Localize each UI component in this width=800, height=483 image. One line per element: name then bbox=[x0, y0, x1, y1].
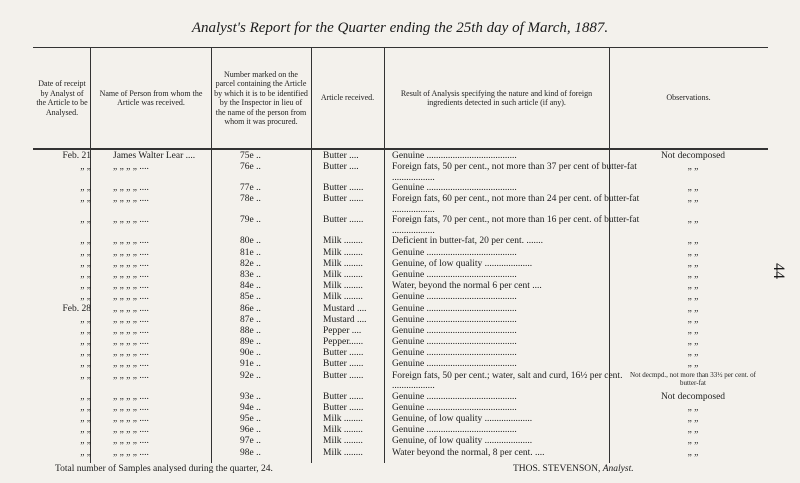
row-name: „ „ „ „ .... bbox=[113, 447, 149, 458]
row-date: Feb. 21 bbox=[62, 151, 91, 161]
row-date: „ „ bbox=[80, 258, 91, 269]
row-article: Mustard .... bbox=[323, 303, 367, 314]
row-date: „ „ bbox=[80, 359, 91, 370]
row-result: Foreign fats, 50 per cent.; water, salt and curd, 16½ per cent. .................. bbox=[392, 370, 623, 392]
row-number: 94e .. bbox=[240, 402, 261, 413]
row-article: Butter ...... bbox=[323, 183, 364, 194]
row-number: 76e .. bbox=[240, 162, 261, 173]
row-observation: „ „ bbox=[687, 236, 699, 247]
row-name: „ „ „ „ .... bbox=[113, 269, 149, 280]
row-name: „ „ „ „ .... bbox=[113, 325, 149, 336]
table-row bbox=[33, 248, 768, 259]
table-row bbox=[33, 292, 768, 303]
row-result: Genuine ...................................... bbox=[392, 292, 517, 303]
row-date: „ „ bbox=[80, 414, 91, 424]
row-number: 82e .. bbox=[240, 258, 261, 269]
row-name: James Walter Lear .... bbox=[113, 151, 196, 161]
row-date: „ „ bbox=[80, 236, 91, 247]
row-result: Water beyond the normal, 8 per cent. .... bbox=[392, 447, 545, 458]
row-observation: „ „ bbox=[687, 447, 699, 458]
row-article: Milk ........ bbox=[323, 269, 363, 280]
row-number: 91e .. bbox=[240, 359, 261, 370]
row-article: Milk ........ bbox=[323, 236, 363, 247]
row-observation: Not decmpd., not more than 33½ per cent. of butter-fat bbox=[630, 370, 756, 387]
report-table bbox=[33, 47, 768, 458]
row-observation: „ „ bbox=[687, 247, 699, 258]
table-row bbox=[33, 348, 768, 359]
page-number: 44 bbox=[770, 263, 787, 279]
row-observation: „ „ bbox=[687, 194, 699, 205]
row-article: Mustard .... bbox=[323, 314, 367, 325]
row-name: „ „ „ „ .... bbox=[113, 247, 149, 258]
row-date: „ „ bbox=[80, 436, 91, 447]
table-row bbox=[33, 259, 768, 270]
row-number: 90e .. bbox=[240, 348, 261, 359]
row-date: „ „ bbox=[80, 269, 91, 280]
row-date: „ „ bbox=[80, 281, 91, 292]
table-row bbox=[33, 281, 768, 292]
row-result: Genuine ...................................... bbox=[392, 425, 517, 436]
analyst-signature bbox=[513, 464, 634, 474]
row-article: Milk ........ bbox=[323, 447, 363, 458]
row-number: 96e .. bbox=[240, 425, 261, 436]
row-name: „ „ „ „ .... bbox=[113, 391, 149, 402]
row-article: Milk ........ bbox=[323, 281, 363, 292]
row-name: „ „ „ „ .... bbox=[113, 303, 149, 314]
row-result: Genuine ...................................... bbox=[392, 183, 517, 194]
row-article: Milk ........ bbox=[323, 258, 363, 269]
row-observation: „ „ bbox=[687, 303, 699, 314]
total-samples: Total number of Samples analysed during the quarter, 24. bbox=[55, 464, 273, 474]
row-date: „ „ bbox=[80, 215, 91, 226]
row-name: „ „ „ „ .... bbox=[113, 436, 149, 447]
row-number: 97e .. bbox=[240, 436, 261, 447]
table-row bbox=[33, 304, 768, 315]
row-result: Genuine ...................................... bbox=[392, 303, 517, 314]
row-name: „ „ „ „ .... bbox=[113, 215, 149, 226]
page-title: Analyst's Report for the Quarter ending the 25th day of March, 1887. bbox=[191, 20, 609, 36]
row-observation: „ „ bbox=[687, 162, 699, 173]
row-observation: „ „ bbox=[687, 402, 699, 413]
row-number: 88e .. bbox=[240, 325, 261, 336]
row-number: 87e .. bbox=[240, 314, 261, 325]
row-number: 85e .. bbox=[240, 292, 261, 303]
row-result: Genuine ...................................... bbox=[392, 348, 517, 359]
row-observation: „ „ bbox=[687, 425, 699, 436]
row-article: Butter .... bbox=[323, 162, 359, 173]
row-result: Water, beyond the normal 6 per cent .... bbox=[392, 281, 542, 292]
table-body bbox=[33, 151, 768, 459]
row-article: Milk ........ bbox=[323, 436, 363, 447]
table-header bbox=[33, 48, 768, 149]
row-number: 79e .. bbox=[240, 215, 261, 226]
row-result: Genuine ...................................... bbox=[392, 325, 517, 336]
table-row bbox=[33, 425, 768, 436]
row-date: „ „ bbox=[80, 391, 91, 402]
table-row bbox=[33, 315, 768, 326]
row-observation: „ „ bbox=[687, 215, 699, 226]
header-article: Article received. bbox=[320, 93, 375, 103]
row-article: Butter ...... bbox=[323, 391, 364, 402]
table-row bbox=[33, 270, 768, 281]
row-name: „ „ „ „ .... bbox=[113, 281, 149, 292]
row-result: Genuine ...................................... bbox=[392, 402, 517, 413]
row-number: 84e .. bbox=[240, 281, 261, 292]
row-date: „ „ bbox=[80, 370, 91, 381]
signature-role: Analyst. bbox=[602, 464, 634, 474]
row-number: 75e .. bbox=[240, 151, 261, 161]
table-row bbox=[33, 448, 768, 459]
table-row bbox=[33, 414, 768, 425]
row-date: „ „ bbox=[80, 425, 91, 436]
row-date: „ „ bbox=[80, 314, 91, 325]
row-date: „ „ bbox=[80, 194, 91, 205]
row-date: „ „ bbox=[80, 292, 91, 303]
row-result: Genuine ...................................... bbox=[392, 247, 517, 258]
table-row bbox=[33, 392, 768, 403]
row-name: „ „ „ „ .... bbox=[113, 314, 149, 325]
row-number: 80e .. bbox=[240, 236, 261, 247]
row-observation: „ „ bbox=[687, 314, 699, 325]
header-date: Date of receipt by Analyst of the Article to be Analysed. bbox=[36, 79, 88, 117]
row-name: „ „ „ „ .... bbox=[113, 359, 149, 370]
table-row bbox=[33, 215, 768, 236]
row-article: Milk ........ bbox=[323, 414, 363, 424]
table-row bbox=[33, 151, 768, 162]
row-article: Butter .... bbox=[323, 151, 359, 161]
row-number: 89e .. bbox=[240, 337, 261, 348]
row-result: Genuine, of low quality .................... bbox=[392, 436, 533, 447]
row-article: Butter ...... bbox=[323, 194, 364, 205]
row-date: Feb. 28 bbox=[62, 303, 91, 314]
row-observation: „ „ bbox=[687, 269, 699, 280]
row-article: Butter ...... bbox=[323, 402, 364, 413]
row-result: Deficient in butter-fat, 20 per cent. ....... bbox=[392, 236, 543, 247]
header-result: Result of Analysis specifying the nature and kind of foreign ingredients detected in such article (if any). bbox=[400, 88, 593, 107]
row-result: Genuine ...................................... bbox=[392, 314, 517, 325]
row-date: „ „ bbox=[80, 447, 91, 458]
table-row bbox=[33, 183, 768, 194]
table-row bbox=[33, 326, 768, 337]
row-article: Butter ...... bbox=[323, 215, 364, 226]
row-number: 83e .. bbox=[240, 269, 261, 280]
row-observation: Not decomposed bbox=[660, 151, 726, 161]
row-result: Genuine ...................................... bbox=[392, 337, 517, 348]
header-observations: Observations. bbox=[666, 93, 711, 103]
row-result: Genuine, of low quality .................... bbox=[392, 258, 533, 269]
row-result: Genuine ...................................... bbox=[392, 151, 517, 161]
row-number: 86e .. bbox=[240, 303, 261, 314]
table-row bbox=[33, 162, 768, 183]
row-observation: „ „ bbox=[687, 337, 699, 348]
table-row bbox=[33, 236, 768, 247]
row-name: „ „ „ „ .... bbox=[113, 236, 149, 247]
row-result: Foreign fats, 60 per cent., not more than 24 per cent. of butter-fat .................. bbox=[392, 194, 640, 215]
row-name: „ „ „ „ .... bbox=[113, 292, 149, 303]
row-date: „ „ bbox=[80, 162, 91, 173]
row-name: „ „ „ „ .... bbox=[113, 402, 149, 413]
row-name: „ „ „ „ .... bbox=[113, 370, 149, 381]
row-number: 93e .. bbox=[240, 391, 261, 402]
row-number: 78e .. bbox=[240, 194, 261, 205]
row-observation: „ „ bbox=[687, 414, 699, 424]
row-name: „ „ „ „ .... bbox=[113, 162, 149, 173]
table-row bbox=[33, 436, 768, 447]
row-observation: „ „ bbox=[687, 325, 699, 336]
row-date: „ „ bbox=[80, 247, 91, 258]
row-observation: „ „ bbox=[687, 258, 699, 269]
table-row bbox=[33, 194, 768, 215]
row-article: Milk ........ bbox=[323, 292, 363, 303]
row-name: „ „ „ „ .... bbox=[113, 258, 149, 269]
row-date: „ „ bbox=[80, 183, 91, 194]
row-observation: „ „ bbox=[687, 292, 699, 303]
row-observation: „ „ bbox=[687, 436, 699, 447]
row-observation: „ „ bbox=[687, 348, 699, 359]
row-date: „ „ bbox=[80, 325, 91, 336]
row-number: 95e .. bbox=[240, 414, 261, 424]
row-observation: „ „ bbox=[687, 281, 699, 292]
row-article: Pepper .... bbox=[323, 325, 362, 336]
table-row bbox=[33, 403, 768, 414]
row-result: Foreign fats, 50 per cent., not more than 37 per cent of butter-fat .................. bbox=[392, 162, 637, 183]
row-article: Milk ........ bbox=[323, 425, 363, 436]
table-row bbox=[33, 371, 768, 392]
row-date: „ „ bbox=[80, 337, 91, 348]
header-name: Name of Person from whom the Article was received. bbox=[99, 88, 203, 107]
row-number: 98e .. bbox=[240, 447, 261, 458]
table-row bbox=[33, 337, 768, 348]
row-date: „ „ bbox=[80, 402, 91, 413]
row-article: Butter ...... bbox=[323, 359, 364, 370]
row-result: Genuine ...................................... bbox=[392, 359, 517, 370]
row-article: Pepper...... bbox=[323, 337, 364, 348]
table-row bbox=[33, 359, 768, 370]
row-name: „ „ „ „ .... bbox=[113, 337, 149, 348]
signature-name: THOS. STEVENSON, bbox=[513, 464, 601, 474]
row-name: „ „ „ „ .... bbox=[113, 194, 149, 205]
row-number: 92e .. bbox=[240, 370, 261, 381]
row-result: Foreign fats, 70 per cent., not more than 16 per cent. of butter-fat .................. bbox=[392, 215, 640, 236]
row-article: Milk ........ bbox=[323, 247, 363, 258]
header-number: Number marked on the parcel containing the Article by which it is to be identified by the Inspector in lieu of the name of the person from whom it was procured. bbox=[214, 69, 308, 126]
row-name: „ „ „ „ .... bbox=[113, 425, 149, 436]
row-number: 77e .. bbox=[240, 183, 261, 194]
row-name: „ „ „ „ .... bbox=[113, 183, 149, 194]
row-result: Genuine ...................................... bbox=[392, 391, 517, 402]
row-observation: „ „ bbox=[687, 359, 699, 370]
row-result: Genuine ...................................... bbox=[392, 269, 517, 280]
row-name: „ „ „ „ .... bbox=[113, 414, 149, 424]
row-article: Butter ...... bbox=[323, 348, 364, 359]
row-article: Butter ...... bbox=[323, 370, 364, 381]
row-result: Genuine, of low quality .................... bbox=[392, 414, 533, 424]
row-date: „ „ bbox=[80, 348, 91, 359]
row-number: 81e .. bbox=[240, 247, 261, 258]
row-name: „ „ „ „ .... bbox=[113, 348, 149, 359]
row-observation: „ „ bbox=[687, 183, 699, 194]
row-observation: Not decomposed bbox=[660, 391, 726, 402]
